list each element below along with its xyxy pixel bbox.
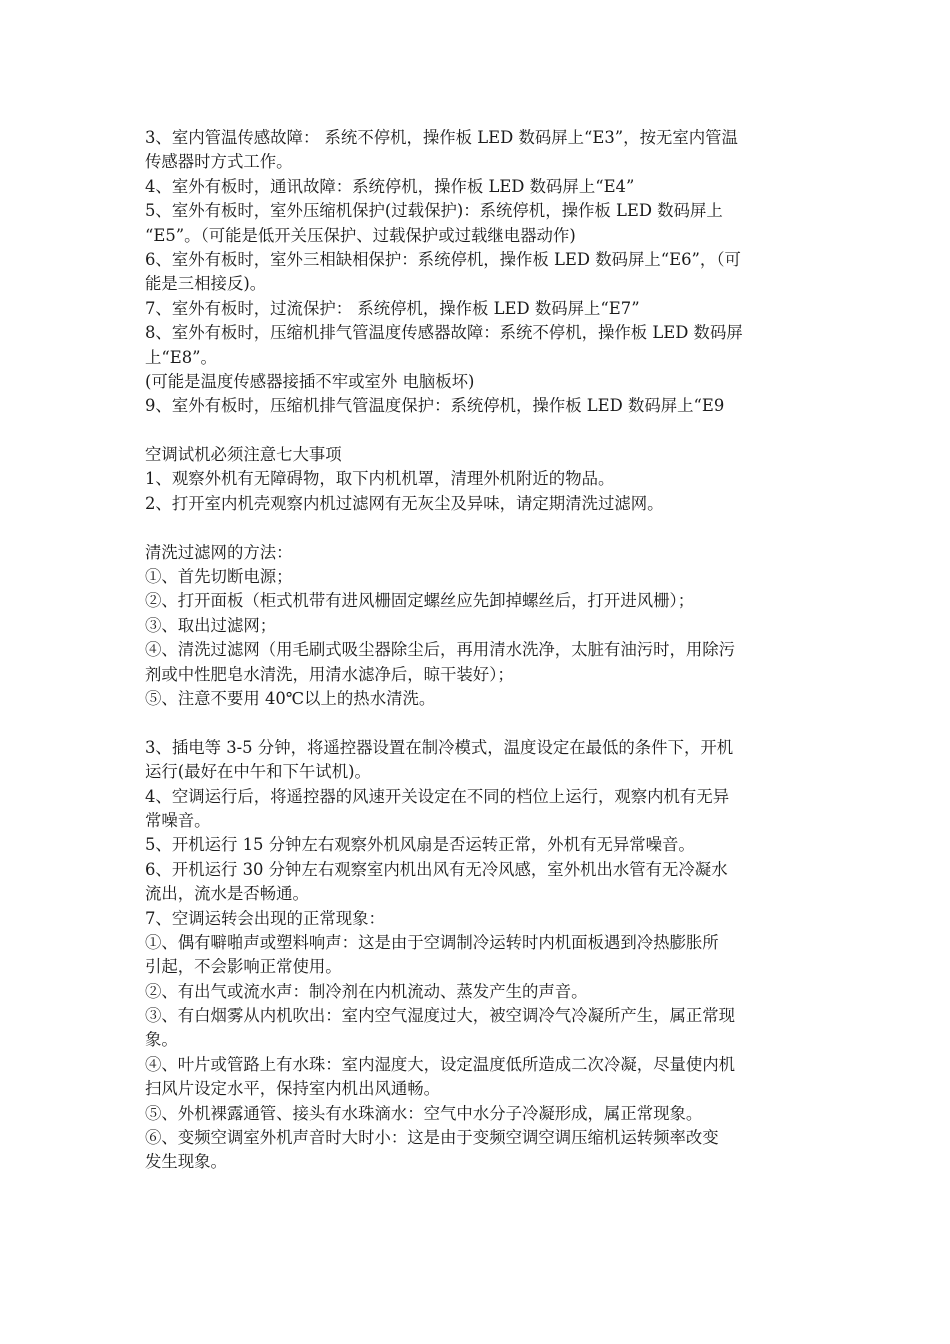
text-line: 2、打开室内机壳观察内机过滤网有无灰尘及异味，请定期清洗过滤网。 xyxy=(145,493,664,513)
paragraph-gap xyxy=(145,419,813,443)
text-line: 流出，流水是否畅通。 xyxy=(145,884,309,904)
text-line: ②、有出气或流水声：制冷剂在内机流动、蒸发产生的声音。 xyxy=(145,981,588,1001)
text-line: ①、首先切断电源； xyxy=(145,567,293,587)
trial-run-notes-section xyxy=(145,443,813,516)
text-line: 运行(最好在中午和下午试机)。 xyxy=(145,762,371,782)
text-line: 发生现象。 xyxy=(145,1152,227,1172)
text-line: ③、有白烟雾从内机吹出：室内空气湿度过大，被空调冷气冷凝所产生，属正常现 xyxy=(145,1006,736,1026)
text-line: 5、开机运行 15 分钟左右观察外机风扇是否运转正常，外机有无异常噪音。 xyxy=(145,835,695,855)
text-line: 9、室外有板时，压缩机排气管温度保护：系统停机，操作板 LED 数码屏上“E9 xyxy=(145,396,725,416)
text-line: 8、室外有板时，压缩机排气管温度传感器故障：系统不停机，操作板 LED 数码屏 xyxy=(145,323,743,343)
text-line: ③、取出过滤网； xyxy=(145,615,277,635)
text-line: ①、偶有噼啪声或塑料响声：这是由于空调制冷运转时内机面板遇到冷热膨胀所 xyxy=(145,932,719,952)
document-body xyxy=(145,126,813,1175)
text-line: 能是三相接反)。 xyxy=(145,274,267,294)
text-line: 7、空调运转会出现的正常现象： xyxy=(145,908,385,928)
text-line: “E5”。（可能是低开关压保护、过载保护或过载继电器动作) xyxy=(145,225,576,245)
filter-cleaning-section xyxy=(145,541,813,712)
text-line: (可能是温度传感器接插不牢或室外 电脑板坏) xyxy=(145,371,475,391)
text-line: ④、叶片或管路上有水珠：室内湿度大，设定温度低所造成二次冷凝，尽量使内机 xyxy=(145,1054,736,1074)
section-heading: 清洗过滤网的方法： xyxy=(145,542,293,562)
text-line: 5、室外有板时，室外压缩机保护(过载保护)：系统停机，操作板 LED 数码屏上 xyxy=(145,201,723,221)
text-line: ⑥、变频空调室外机声音时大时小：这是由于变频空调空调压缩机运转频率改变 xyxy=(145,1128,719,1148)
text-line: 传感器时方式工作。 xyxy=(145,152,293,172)
text-line: 上“E8”。 xyxy=(145,347,217,367)
text-line: 6、开机运行 30 分钟左右观察室内机出风有无冷风感，室外机出水管有无冷凝水 xyxy=(145,859,728,879)
text-line: 7、室外有板时，过流保护： 系统停机，操作板 LED 数码屏上“E7” xyxy=(145,298,640,318)
text-line: 1、观察外机有无障碍物，取下内机机罩，清理外机附近的物品。 xyxy=(145,469,615,489)
operation-check-section xyxy=(145,736,813,1175)
text-line: 常噪音。 xyxy=(145,810,211,830)
text-line: 3、插电等 3-5 分钟，将遥控器设置在制冷模式，温度设定在最低的条件下，开机 xyxy=(145,737,734,757)
text-line: ⑤、外机裸露通管、接头有水珠滴水：空气中水分子冷凝形成，属正常现象。 xyxy=(145,1103,703,1123)
text-line: 4、空调运行后，将遥控器的风速开关设定在不同的档位上运行，观察内机有无异 xyxy=(145,786,730,806)
text-line: ⑤、注意不要用 40℃以上的热水清洗。 xyxy=(145,688,436,708)
text-line: 3、室内管温传感故障： 系统不停机，操作板 LED 数码屏上“E3”，按无室内管温 xyxy=(145,128,738,147)
text-line: 剂或中性肥皂水清洗，用清水滤净后，晾干装好）； xyxy=(145,664,514,684)
section-heading: 空调试机必须注意七大事项 xyxy=(145,445,342,465)
text-line: 4、室外有板时，通讯故障：系统停机，操作板 LED 数码屏上“E4” xyxy=(145,176,635,196)
paragraph-gap xyxy=(145,711,813,735)
text-line: 扫风片设定水平，保持室内机出风通畅。 xyxy=(145,1079,441,1099)
paragraph-gap xyxy=(145,516,813,540)
text-line: ④、清洗过滤网（用毛刷式吸尘器除尘后，再用清水洗净，太脏有油污时，用除污 xyxy=(145,640,736,660)
error-codes-section xyxy=(145,126,813,419)
text-line: 6、室外有板时，室外三相缺相保护：系统停机，操作板 LED 数码屏上“E6”，（可 xyxy=(145,249,741,269)
text-line: 引起，不会影响正常使用。 xyxy=(145,957,342,977)
text-line: ②、打开面板（柜式机带有进风栅固定螺丝应先卸掉螺丝后，打开进风栅）； xyxy=(145,591,695,611)
text-line: 象。 xyxy=(145,1030,178,1050)
